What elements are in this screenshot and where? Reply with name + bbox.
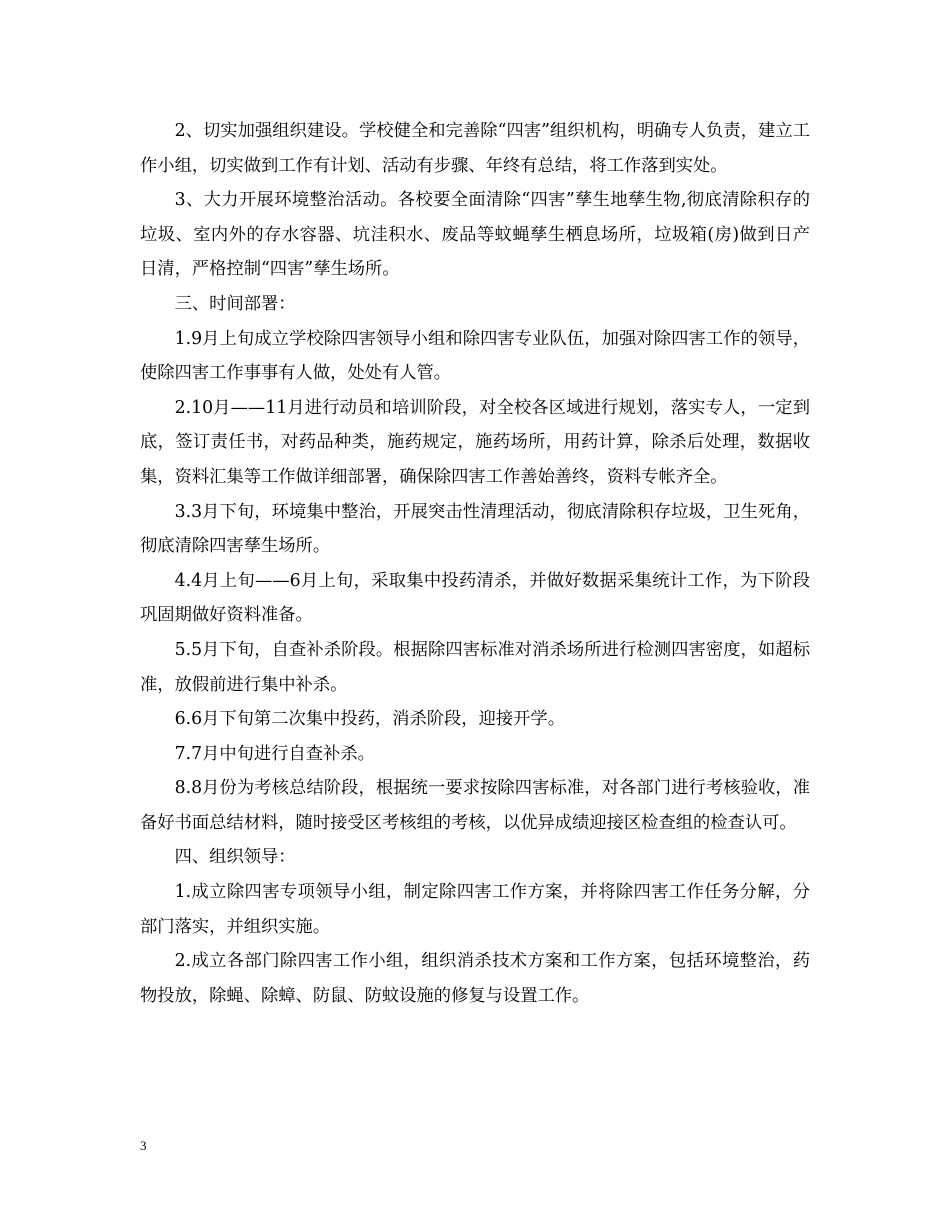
paragraph-leadership-1: 1.成立除四害专项领导小组，制定除四害工作方案，并将除四害工作任务分解，分部门落实，并组织实施。 [140, 882, 810, 937]
paragraph-schedule-6: 6.6月下旬第二次集中投药，消杀阶段，迎接开学。 [174, 709, 565, 730]
paragraph-schedule-2: 2.10月——11月进行动员和培训阶段，对全校各区域进行规划，落实专人，一定到底，签订责任书，对药品种类，施药规定，施药场所，用药计算，除杀后处理，数据收集，资料汇集等工作做详细部署，确保除四害工作善始善终，资料专帐齐全。 [140, 397, 810, 487]
page-number: 3 [140, 1138, 147, 1153]
document-body [140, 114, 810, 1013]
paragraph-schedule-1: 1.9月上旬成立学校除四害领导小组和除四害专业队伍，加强对除四害工作的领导，使除四害工作事事有人做，处处有人管。 [140, 328, 810, 384]
paragraph-section-3-environment: 3、大力开展环境整治活动。各校要全面清除“四害”孳生地孳生物,彻底清除积存的垃圾、室内外的存水容器、坑洼积水、废品等蚊蝇孳生栖息场所，垃圾箱(房)做到日产日清，严格控制“四害”孳生场所。 [140, 190, 810, 280]
paragraph-schedule-4: 4.4月上旬——6月上旬，采取集中投药清杀，并做好数据采集统计工作，为下阶段巩固期做好资料准备。 [140, 570, 810, 626]
heading-organization-leadership: 四、组织领导： [174, 847, 296, 868]
paragraph-schedule-5: 5.5月下旬，自查补杀阶段。根据除四害标准对消杀场所进行检测四害密度，如超标准，放假前进行集中补杀。 [140, 639, 810, 695]
paragraph-leadership-2: 2.成立各部门除四害工作小组，组织消杀技术方案和工作方案，包括环境整治，药物投放，除蝇、除蟑、防鼠、防蚊设施的修复与设置工作。 [140, 951, 810, 1006]
heading-time-schedule: 三、时间部署： [174, 293, 296, 314]
paragraph-schedule-7: 7.7月中旬进行自查补杀。 [174, 743, 375, 764]
paragraph-schedule-8: 8.8月份为考核总结阶段，根据统一要求按除四害标准，对各部门进行考核验收，准备好书面总结材料，随时接受区考核组的考核，以优异成绩迎接区检查组的检查认可。 [140, 778, 810, 833]
paragraph-schedule-3: 3.3月下旬，环境集中整治，开展突击性清理活动，彻底清除积存垃圾，卫生死角，彻底清除四害孳生场所。 [140, 501, 810, 557]
paragraph-section-2-organization: 2、切实加强组织建设。学校健全和完善除“四害”组织机构，明确专人负责，建立工作小组，切实做到工作有计划、活动有步骤、年终有总结，将工作落到实处。 [140, 121, 810, 176]
